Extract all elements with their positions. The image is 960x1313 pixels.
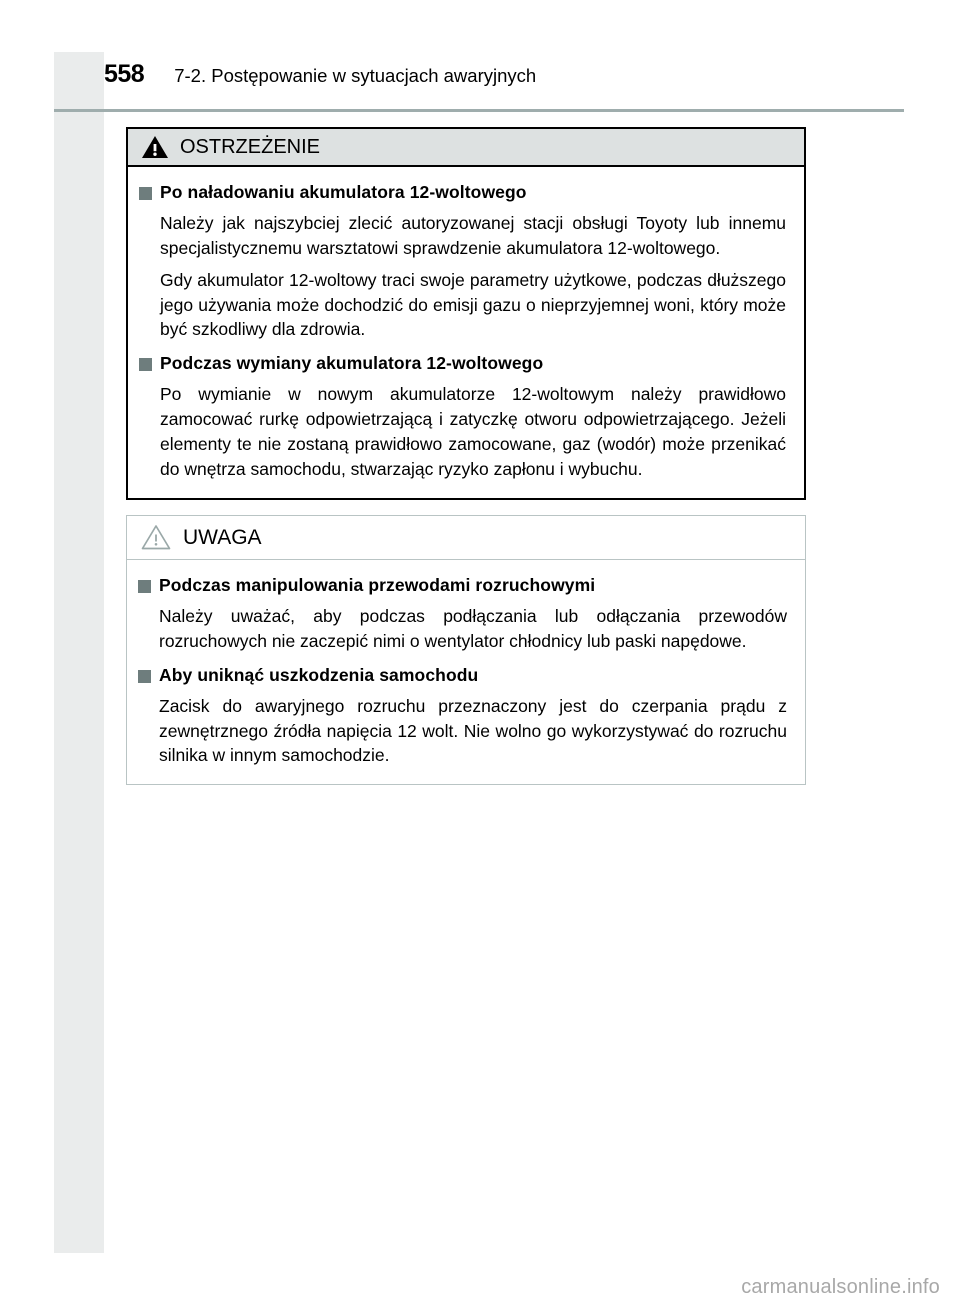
- page-content: [126, 127, 806, 785]
- page-side-band: [54, 52, 104, 1253]
- warning-block-heading-row: [139, 181, 788, 204]
- warning-paragraph: Po wymianie w nowym akumulatorze 12-woltowym należy prawidłowo zamocować rurkę odpowietrzającą i zatyczkę otworu odpowietrzającego. Jeżeli elementy te nie zostaną prawidłowo zamocowane, gaz (wodór) może przenikać do wnętrza samochodu, stwarzając ryzyko zapłonu i wybuchu.: [160, 384, 786, 479]
- warning-paragraph: Należy jak najszybciej zlecić autoryzowanej stacji obsługi Toyoty lub innemu specjalistycznemu warsztatowi sprawdzenie akumulatora 12-woltowego.: [160, 213, 786, 258]
- notice-paragraph: Należy uważać, aby podczas podłączania lub odłączania przewodów rozruchowych nie zaczepić nimi o wentylator chłodnicy lub paski napędowe.: [159, 605, 787, 651]
- warning-triangle-outline-icon: [141, 524, 171, 550]
- warning-box-body: [128, 167, 804, 498]
- notice-paragraph: Zacisk do awaryjnego rozruchu przeznaczony jest do czerpania prądu z zewnętrznego źródła napięcia 12 wolt. Nie wolno go wykorzystywać do rozruchu silnika w innym samochodzie.: [159, 695, 787, 766]
- notice-block-heading-row: [138, 574, 789, 597]
- warning-box: [126, 127, 806, 500]
- warning-box-title: OSTRZEŻENIE: [180, 136, 321, 158]
- notice-box: [126, 515, 806, 785]
- warning-block-heading: Po naładowaniu akumulatora 12-woltowego: [160, 182, 527, 202]
- warning-paragraph: Gdy akumulator 12-woltowy traci swoje parametry użytkowe, podczas dłuższego jego używania może dochodzić do emisji gazu o nieprzyjemnej woni, który może być szkodliwy dla zdrowia.: [160, 269, 786, 340]
- notice-block-heading: Aby uniknąć uszkodzenia samochodu: [159, 664, 479, 685]
- warning-triangle-solid-icon: [141, 135, 169, 159]
- warning-block-heading-row: [139, 352, 788, 375]
- page-number: 558: [104, 60, 145, 88]
- notice-box-body: [127, 560, 805, 784]
- notice-block-heading-row: [138, 664, 789, 687]
- bullet-square-icon: [139, 187, 152, 200]
- section-title: 7-2. Postępowanie w sytuacjach awaryjnych: [174, 65, 537, 86]
- bullet-square-icon: [138, 670, 151, 683]
- warning-block-heading: Podczas wymiany akumulatora 12-woltowego: [160, 353, 544, 374]
- warning-box-header: [128, 129, 804, 167]
- bullet-square-icon: [139, 358, 152, 371]
- notice-box-header: [127, 516, 805, 560]
- header-divider: [54, 109, 904, 112]
- notice-block-heading: Podczas manipulowania przewodami rozruchowymi: [159, 574, 596, 595]
- bullet-square-icon: [138, 580, 151, 593]
- notice-box-title: UWAGA: [183, 525, 262, 549]
- page-header: [104, 62, 904, 102]
- site-watermark: carmanualsonline.info: [741, 1276, 940, 1298]
